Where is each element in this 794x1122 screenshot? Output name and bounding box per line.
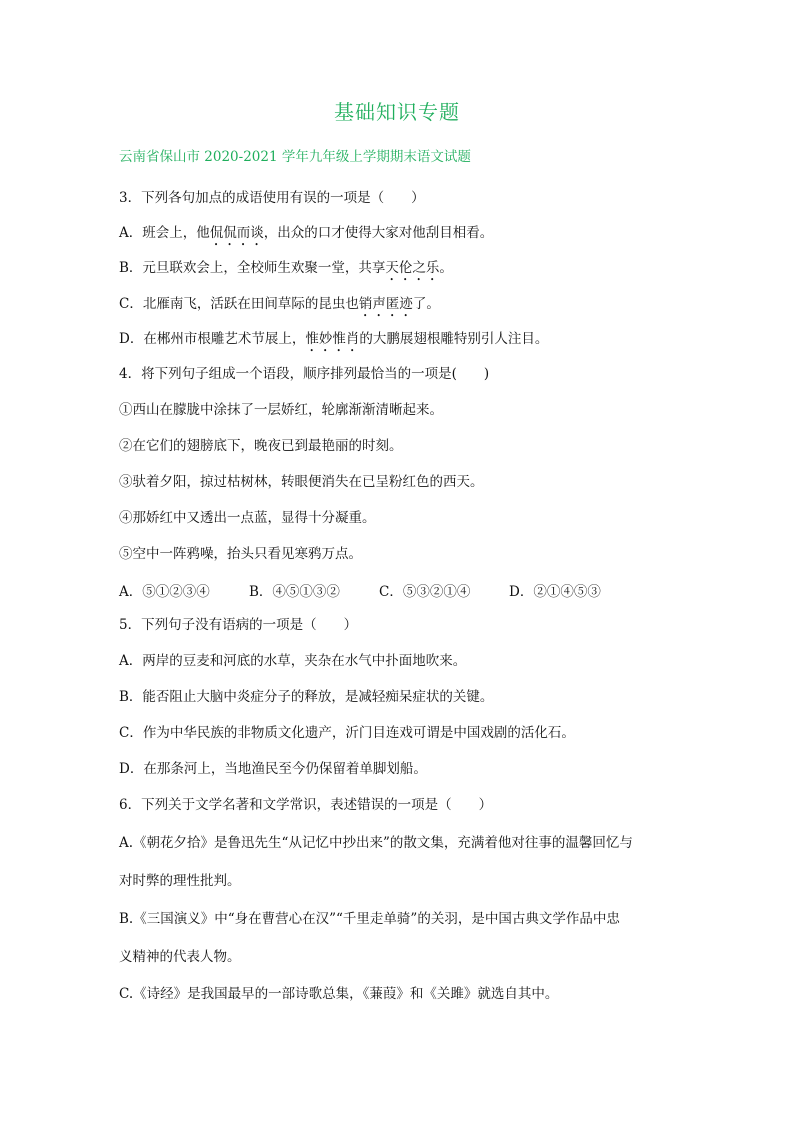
question-4-stem: 4．将下列句子组成一个语段，顺序排列最恰当的一项是( ): [119, 366, 490, 382]
question-6-stem: 6．下列关于文学名著和文学常识，表述错误的一项是（ ）: [119, 797, 493, 813]
question-3-option-a: A．班会上，他侃侃而谈，出众的口才使得大家对他刮目相看。: [119, 225, 494, 241]
question-6-line-2: 对时弊的理性批判。: [119, 873, 241, 889]
question-5-option-c: C．作为中华民族的非物质文化遗产，沂门目连戏可谓是中国戏剧的活化石。: [119, 725, 575, 741]
sentence-5: ⑤空中一阵鸦噪，抬头只看见寒鸦万点。: [119, 546, 362, 562]
question-5-option-a: A．两岸的豆麦和河底的水草，夹杂在水气中扑面地吹来。: [119, 653, 467, 669]
question-3-option-b: B．元旦联欢会上，全校师生欢聚一堂，共享天伦之乐。: [119, 260, 453, 276]
question-3-option-d: D．在郴州市根雕艺术节展上，惟妙惟肖的大鹏展翅根雕特别引人注目。: [119, 331, 549, 347]
sentence-1: ①西山在朦胧中涂抹了一层娇红，轮廓渐渐清晰起来。: [119, 402, 443, 418]
question-5-option-d: D．在那条河上，当地渔民至今仍保留着单脚划船。: [119, 761, 427, 777]
question-3-option-c: C．北雁南飞，活跃在田间草际的昆虫也销声匿迹了。: [119, 296, 440, 312]
question-5-stem: 5．下列句子没有语病的一项是（ ）: [119, 617, 358, 633]
sentence-2: ②在它们的翅膀底下，晚夜已到最艳丽的时刻。: [119, 438, 403, 454]
question-6-line-4: 义精神的代表人物。: [119, 949, 241, 965]
question-5-option-b: B．能否阻止大脑中炎症分子的释放，是减轻痴呆症状的关键。: [119, 689, 494, 705]
page-title: 基础知识专题: [334, 100, 460, 124]
question-4-options: [119, 580, 639, 600]
question-4-option-a: A．⑤①②③④: [119, 584, 210, 600]
sentence-3: ③驮着夕阳，掠过枯树林，转眼便消失在已呈粉红色的西天。: [119, 474, 484, 490]
question-3-stem: 3．下列各句加点的成语使用有误的一项是（ ）: [119, 190, 425, 206]
question-6-line-1: A.《朝花夕拾》是鲁迅先生“从记忆中抄出来”的散文集，充满着他对往事的温馨回忆与: [119, 835, 633, 851]
exam-source: 云南省保山市 2020-2021 学年九年级上学期期末语文试题: [119, 149, 471, 165]
question-4-option-c: C．⑤③②①④: [379, 584, 471, 600]
question-6-line-3: B.《三国演义》中“身在曹营心在汉”“千里走单骑”的关羽，是中国古典文学作品中忠: [119, 911, 620, 927]
question-4-option-b: B．④⑤①③②: [249, 584, 340, 600]
question-4-option-d: D．②①④⑤③: [509, 584, 601, 600]
sentence-4: ④那娇红中又透出一点蓝，显得十分凝重。: [119, 510, 376, 526]
question-6-line-5: C.《诗经》是我国最早的一部诗歌总集，《蒹葭》和《关雎》就选自其中。: [119, 986, 559, 1002]
